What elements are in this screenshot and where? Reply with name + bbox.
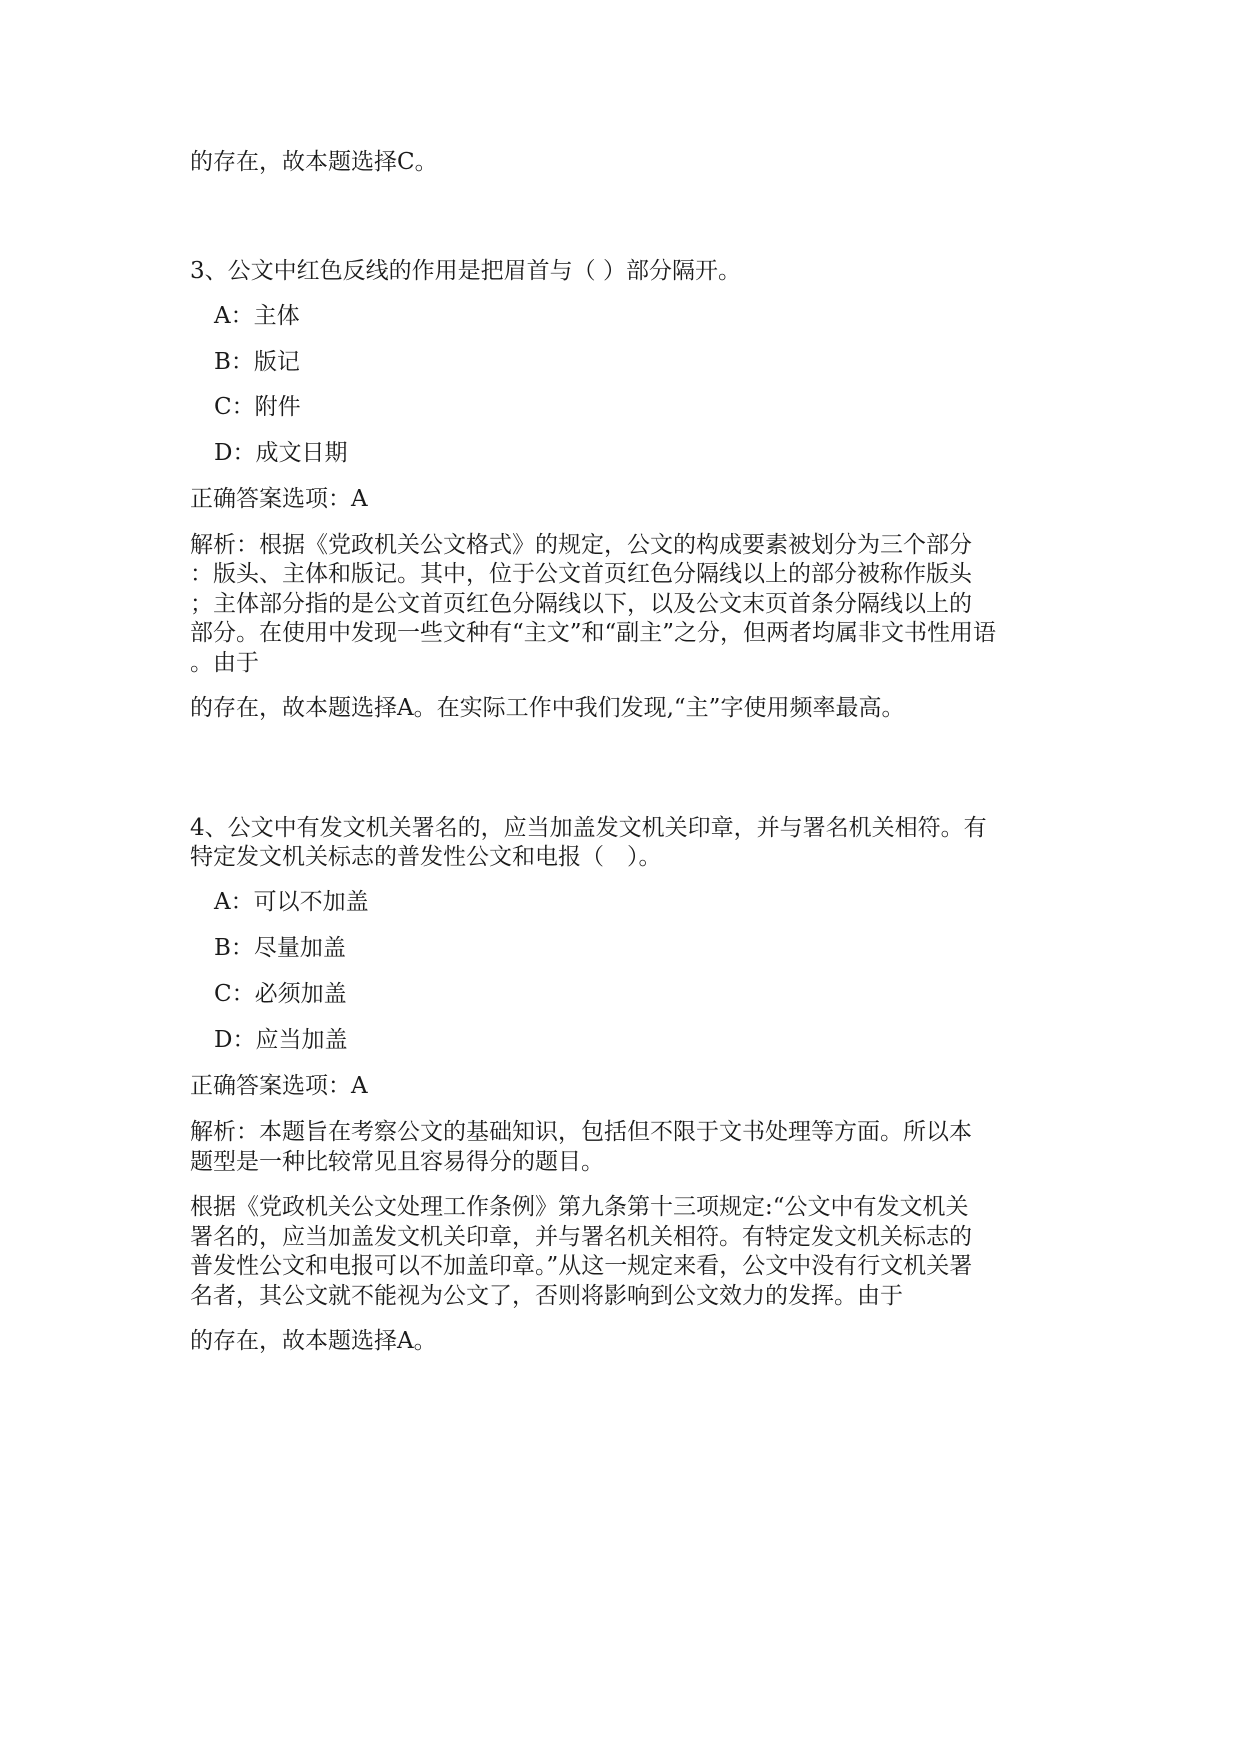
q3-conclusion: 的存在，故本题选择A。在实际工作中我们发现,“主”字使用频率最高。 [190, 695, 905, 721]
q4-conclusion: 的存在，故本题选择A。 [190, 1328, 437, 1354]
q3-analysis-line-3: ；主体部分指的是公文首页红色分隔线以下，以及公文末页首条分隔线以上的 [190, 591, 972, 617]
q4-basis-line-4: 名者，其公文就不能视为公文了，否则将影响到公文效力的发挥。由于 [190, 1283, 903, 1309]
q4-question-line-1: 4、公文中有发文机关署名的，应当加盖发文机关印章，并与署名机关相符。有 [190, 815, 987, 841]
q4-basis-line-1: 根据《党政机关公文处理工作条例》第九条第十三项规定:“公文中有发文机关 [190, 1194, 969, 1220]
q4-basis-line-3: 普发性公文和电报可以不加盖印章。”从这一规定来看，公文中没有行文机关署 [190, 1253, 973, 1279]
q4-option-b: B：尽量加盖 [214, 935, 346, 961]
q4-option-a: A：可以不加盖 [214, 889, 369, 915]
q3-option-a: A：主体 [214, 303, 300, 329]
q3-option-c: C：附件 [214, 394, 301, 420]
previous-conclusion: 的存在，故本题选择C。 [190, 149, 438, 175]
q3-analysis-line-2: ：版头、主体和版记。其中，位于公文首页红色分隔线以上的部分被称作版头 [190, 561, 972, 587]
q4-basis-line-2: 署名的，应当加盖发文机关印章，并与署名机关相符。有特定发文机关标志的 [190, 1224, 972, 1250]
q4-option-d: D：应当加盖 [214, 1027, 348, 1053]
q4-answer: 正确答案选项：A [190, 1073, 368, 1099]
q3-option-d: D：成文日期 [214, 440, 348, 466]
q4-analysis-line-2: 题型是一种比较常见且容易得分的题目。 [190, 1149, 604, 1175]
q4-question-line-2: 特定发文机关标志的普发性公文和电报（ ）。 [190, 844, 662, 870]
q3-analysis-line-4: 部分。在使用中发现一些文种有“主文”和“副主”之分，但两者均属非文书性用语 [190, 620, 997, 646]
q3-analysis-line-5: 。由于 [190, 650, 259, 676]
q3-answer: 正确答案选项：A [190, 486, 368, 512]
q3-option-b: B：版记 [214, 349, 300, 375]
q3-question: 3、公文中红色反线的作用是把眉首与（ ）部分隔开。 [190, 258, 741, 284]
q4-option-c: C：必须加盖 [214, 981, 347, 1007]
q3-analysis-line-1: 解析：根据《党政机关公文格式》的规定，公文的构成要素被划分为三个部分 [190, 532, 972, 558]
q4-analysis-line-1: 解析：本题旨在考察公文的基础知识，包括但不限于文书处理等方面。所以本 [190, 1119, 972, 1145]
